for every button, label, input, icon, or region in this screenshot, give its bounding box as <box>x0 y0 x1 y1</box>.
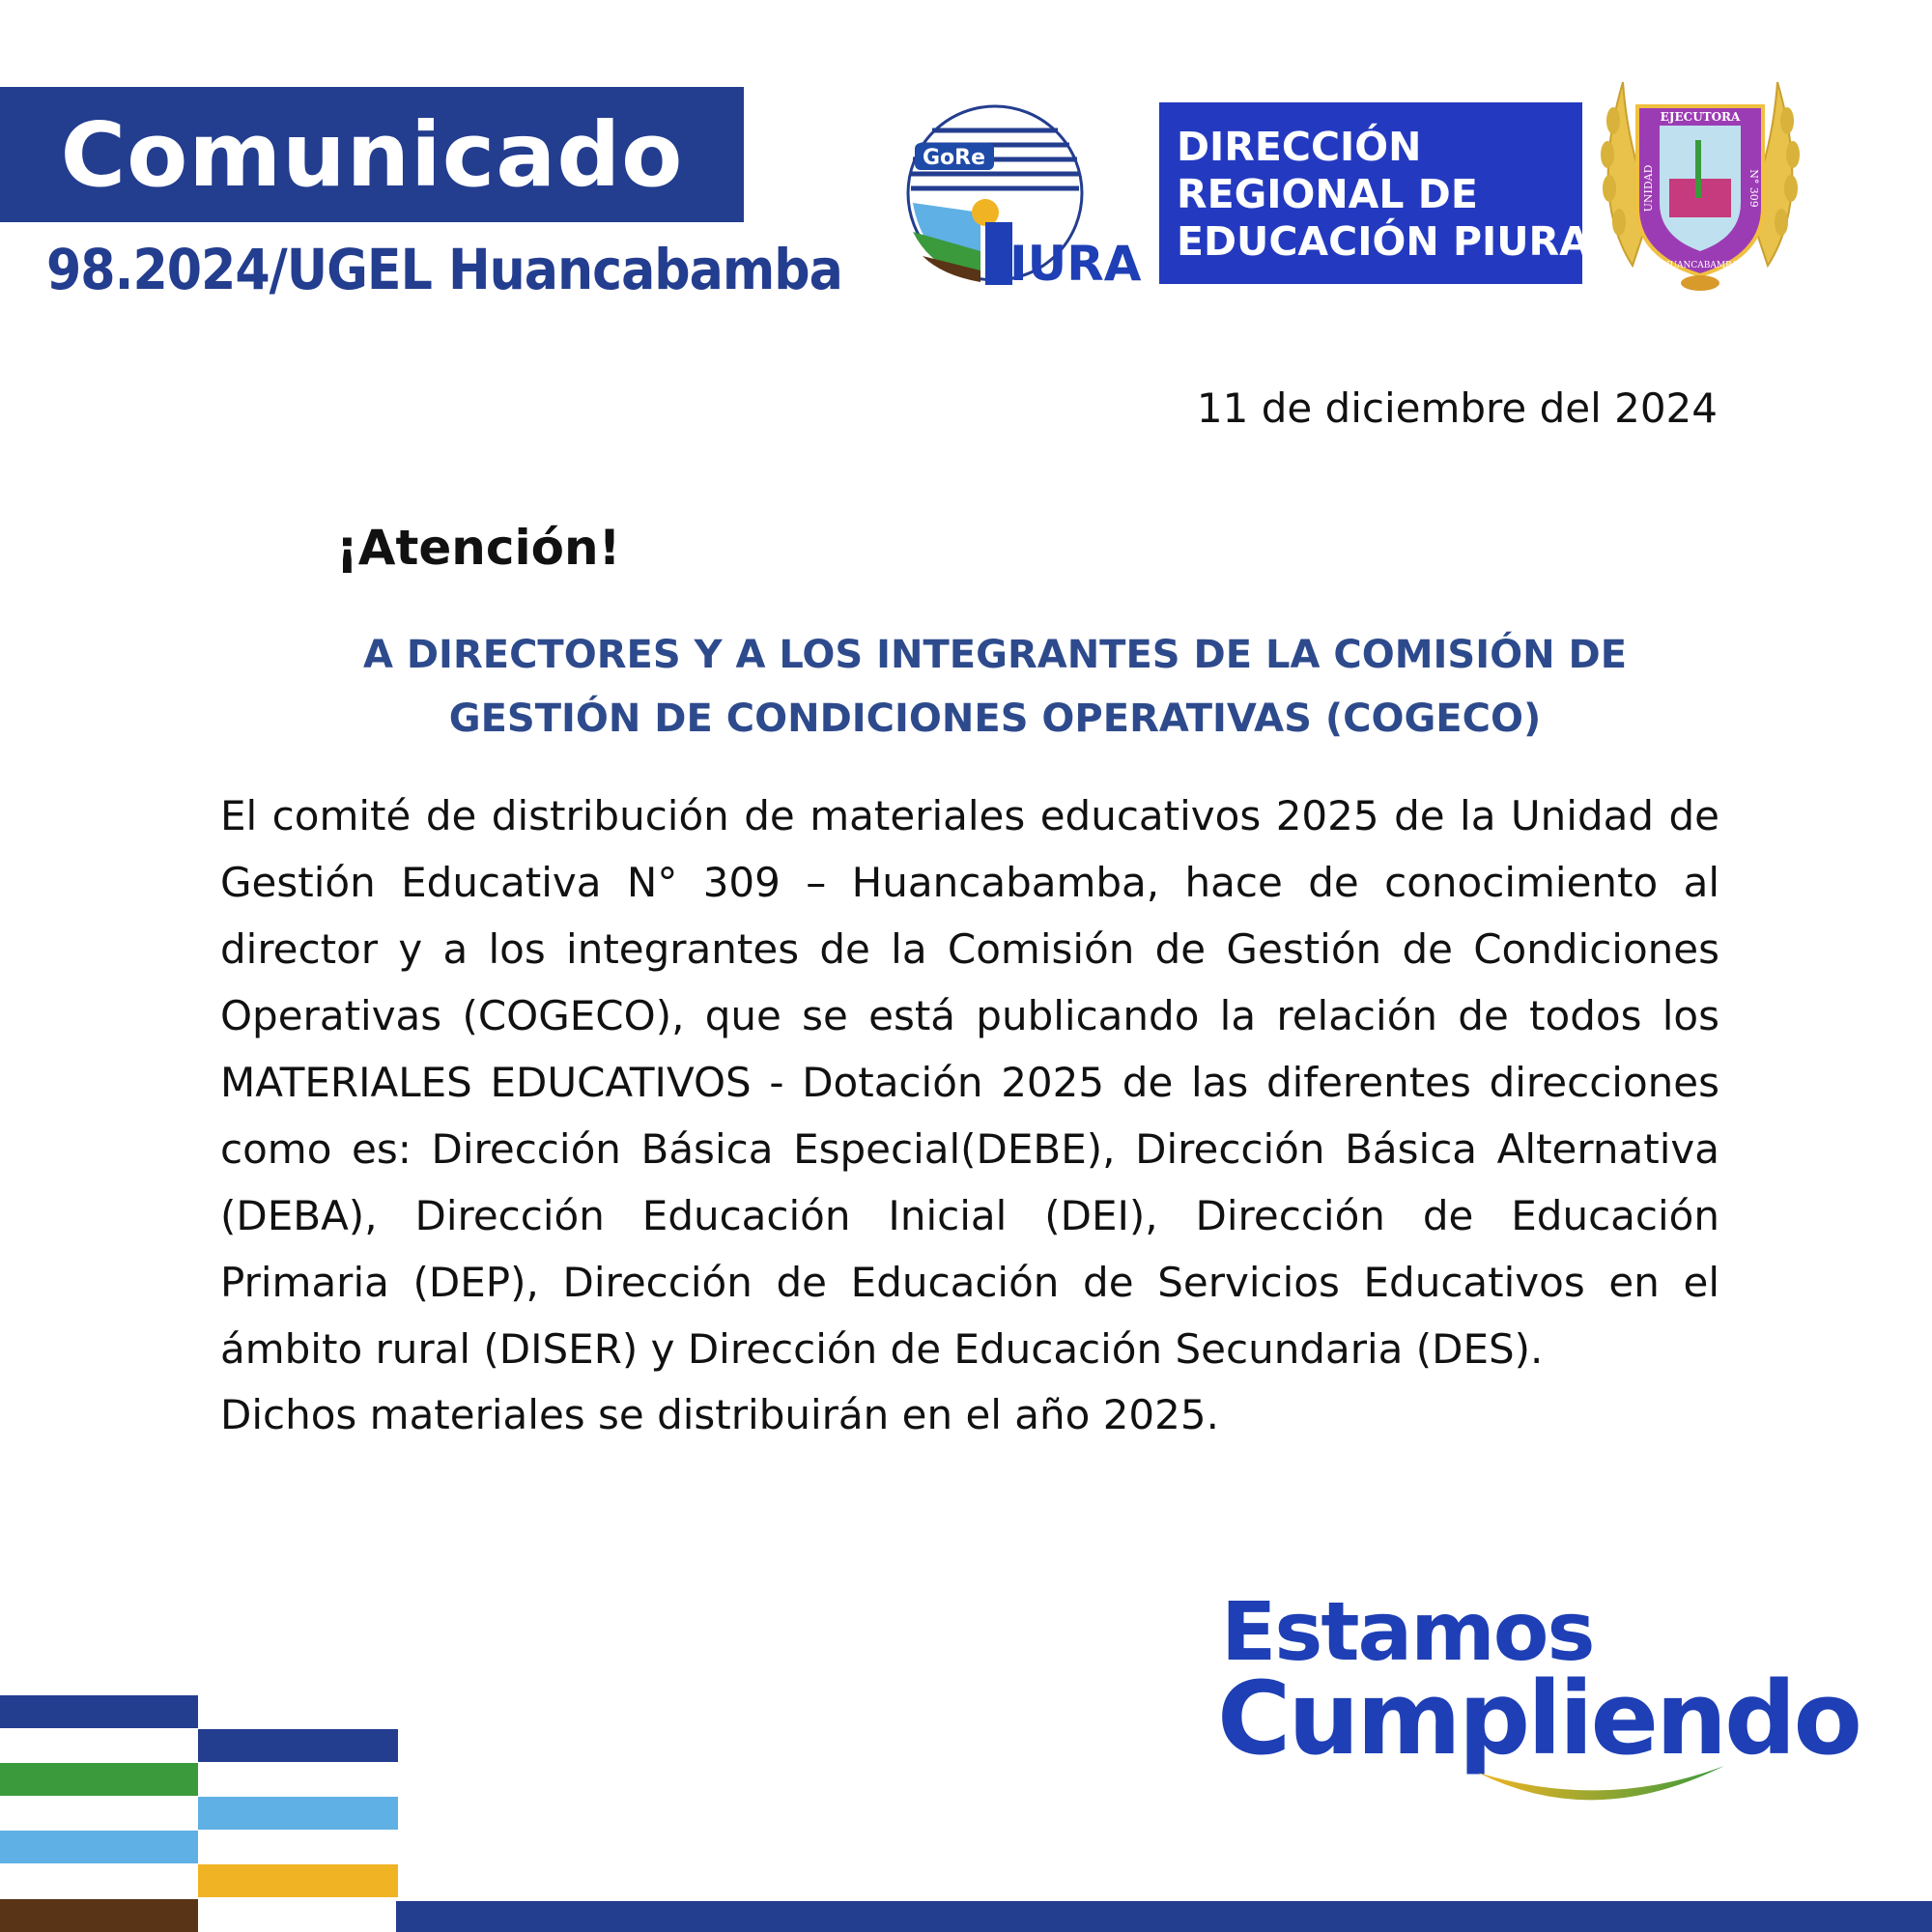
document-number: 98.2024/UGEL Huancabamba <box>46 237 842 302</box>
drep-line: EDUCACIÓN PIURA <box>1177 218 1590 265</box>
crest-left-text: UNIDAD <box>1642 164 1655 213</box>
decor-stripe <box>0 1695 198 1728</box>
gore-name: IURA <box>1009 236 1142 290</box>
slogan-line-1: Estamos <box>1221 1584 1594 1679</box>
slogan-swoosh-icon <box>1478 1758 1729 1816</box>
document-date: 11 de diciembre del 2024 <box>1196 384 1718 432</box>
ugel-crest-icon <box>1584 63 1816 295</box>
closing-line: Dichos materiales se distribuirán en el año 2025. <box>220 1391 1219 1438</box>
decor-stripe <box>198 1729 398 1762</box>
body-paragraph <box>220 782 1719 1382</box>
crest-bottom-text: HUANCABAMBA <box>1662 261 1739 270</box>
decor-stripe <box>0 1763 198 1796</box>
crest-top-text: EJECUTORA <box>1660 110 1741 124</box>
decor-stripe <box>0 1899 198 1932</box>
body-text: El comité de distribución de materiales educativos 2025 de la Unidad de Gestión Educativa N° 309 – Huancabamba, hace de conocimiento al director y a los integrantes de la Comisión de Gestión de Condiciones Operativas (COGECO), que se está publicando la relación de todos los MATERIALES EDUCATIVOS - Dotación 2025 de las diferentes direcciones como es: Dirección Básica Especial(DEBE), Dirección Básica Alternativa (DEBA), Dirección Educación Inicial (DEI), Dirección de Educación Primaria (DEP), Dirección de Educación de Servicios Educativos en el ámbito rural (DISER) y Dirección de Educación Secundaria (DES). <box>220 792 1719 1373</box>
header-band <box>0 87 744 222</box>
page-title: Comunicado <box>60 102 684 207</box>
slogan-logo <box>1217 1584 1860 1816</box>
crest-right-text: N° 309 <box>1747 169 1760 208</box>
slogan-line-2: Cumpliendo <box>1217 1660 1860 1777</box>
regional-education-logo <box>1159 102 1590 284</box>
footer-bar <box>396 1901 1932 1932</box>
drep-line: DIRECCIÓN <box>1177 124 1422 170</box>
subject-line: GESTIÓN DE CONDICIONES OPERATIVAS (COGECO) <box>448 696 1542 741</box>
drep-line: REGIONAL DE <box>1177 171 1478 217</box>
decor-stripe <box>198 1864 398 1897</box>
gore-label: GoRe <box>923 146 986 170</box>
subject-line: A DIRECTORES Y A LOS INTEGRANTES DE LA COMISIÓN DE <box>362 633 1628 677</box>
attention-heading: ¡Atención! <box>336 520 621 576</box>
decor-stripe <box>0 1831 198 1863</box>
subject-heading <box>222 623 1768 751</box>
gore-piura-logo <box>903 97 1154 290</box>
decor-stripe <box>198 1797 398 1830</box>
